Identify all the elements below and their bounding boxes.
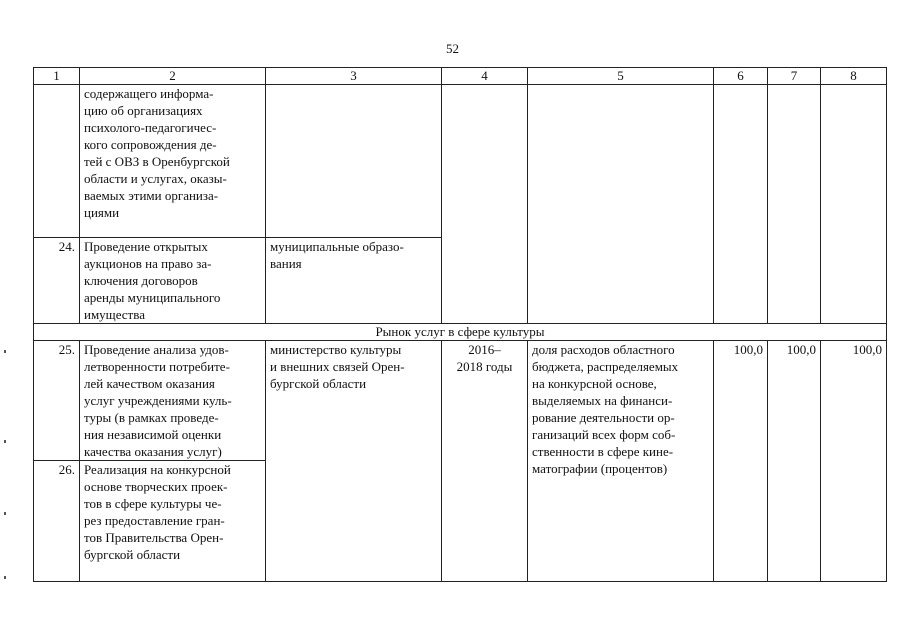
- scan-mark: [4, 440, 6, 443]
- column-number: 8: [821, 68, 887, 85]
- column-number: 6: [714, 68, 768, 85]
- column-number: 2: [80, 68, 266, 85]
- section-title: Рынок услуг в сфере культуры: [34, 324, 887, 341]
- indicator-cell: [528, 85, 714, 324]
- row-number: 26.: [34, 461, 80, 582]
- value-cell-6: [714, 85, 768, 324]
- measure-cell: содержащего информа- цию об организациях психолого-педагогичес- кого сопровождения де- тей с ОВЗ в Оренбургской области и услугах, оказы- ваемых этими организа- циями: [80, 85, 266, 238]
- value-cell-6: 100,0: [714, 341, 768, 582]
- row-number: 24.: [34, 238, 80, 324]
- column-number: 3: [266, 68, 442, 85]
- column-number: 4: [442, 68, 528, 85]
- row-number: 25.: [34, 341, 80, 461]
- scan-mark: [4, 512, 6, 515]
- scan-mark: [4, 576, 6, 579]
- value-cell-8: 100,0: [821, 341, 887, 582]
- table-row-25: [34, 341, 887, 461]
- responsible-cell: министерство культуры и внешних связей Орен- бургской области: [266, 341, 442, 582]
- measure-cell: Реализация на конкурсной основе творческих проек- тов в сфере культуры че- рез предоставление гран- тов Правительства Орен- бургской области: [80, 461, 266, 582]
- responsible-cell: муниципальные образо- вания: [266, 238, 442, 324]
- period-cell: 2016– 2018 годы: [442, 341, 528, 582]
- measure-cell: Проведение открытых аукционов на право за- ключения договоров аренды муниципального имущества: [80, 238, 266, 324]
- value-cell-7: 100,0: [768, 341, 821, 582]
- column-number: 7: [768, 68, 821, 85]
- row-number-cell: [34, 85, 80, 238]
- column-number-row: [34, 68, 887, 85]
- measures-table: [33, 67, 887, 582]
- value-cell-7: [768, 85, 821, 324]
- page-number: 52: [446, 41, 459, 56]
- column-number: 1: [34, 68, 80, 85]
- responsible-cell: [266, 85, 442, 238]
- indicator-cell: доля расходов областного бюджета, распределяемых на конкурсной основе, выделяемых на финанси- рование деятельности ор- ганизаций всех форм соб- ственности в сфере кине- матографии (процентов): [528, 341, 714, 582]
- table-row-continuation: [34, 85, 887, 238]
- section-row: [34, 324, 887, 341]
- value-cell-8: [821, 85, 887, 324]
- scan-mark: [4, 350, 6, 353]
- period-cell: [442, 85, 528, 324]
- measure-cell: Проведение анализа удов- летворенности потребите- лей качеством оказания услуг учреждениями куль- туры (в рамках проведе- ния независимой оценки качества оказания услуг): [80, 341, 266, 461]
- column-number: 5: [528, 68, 714, 85]
